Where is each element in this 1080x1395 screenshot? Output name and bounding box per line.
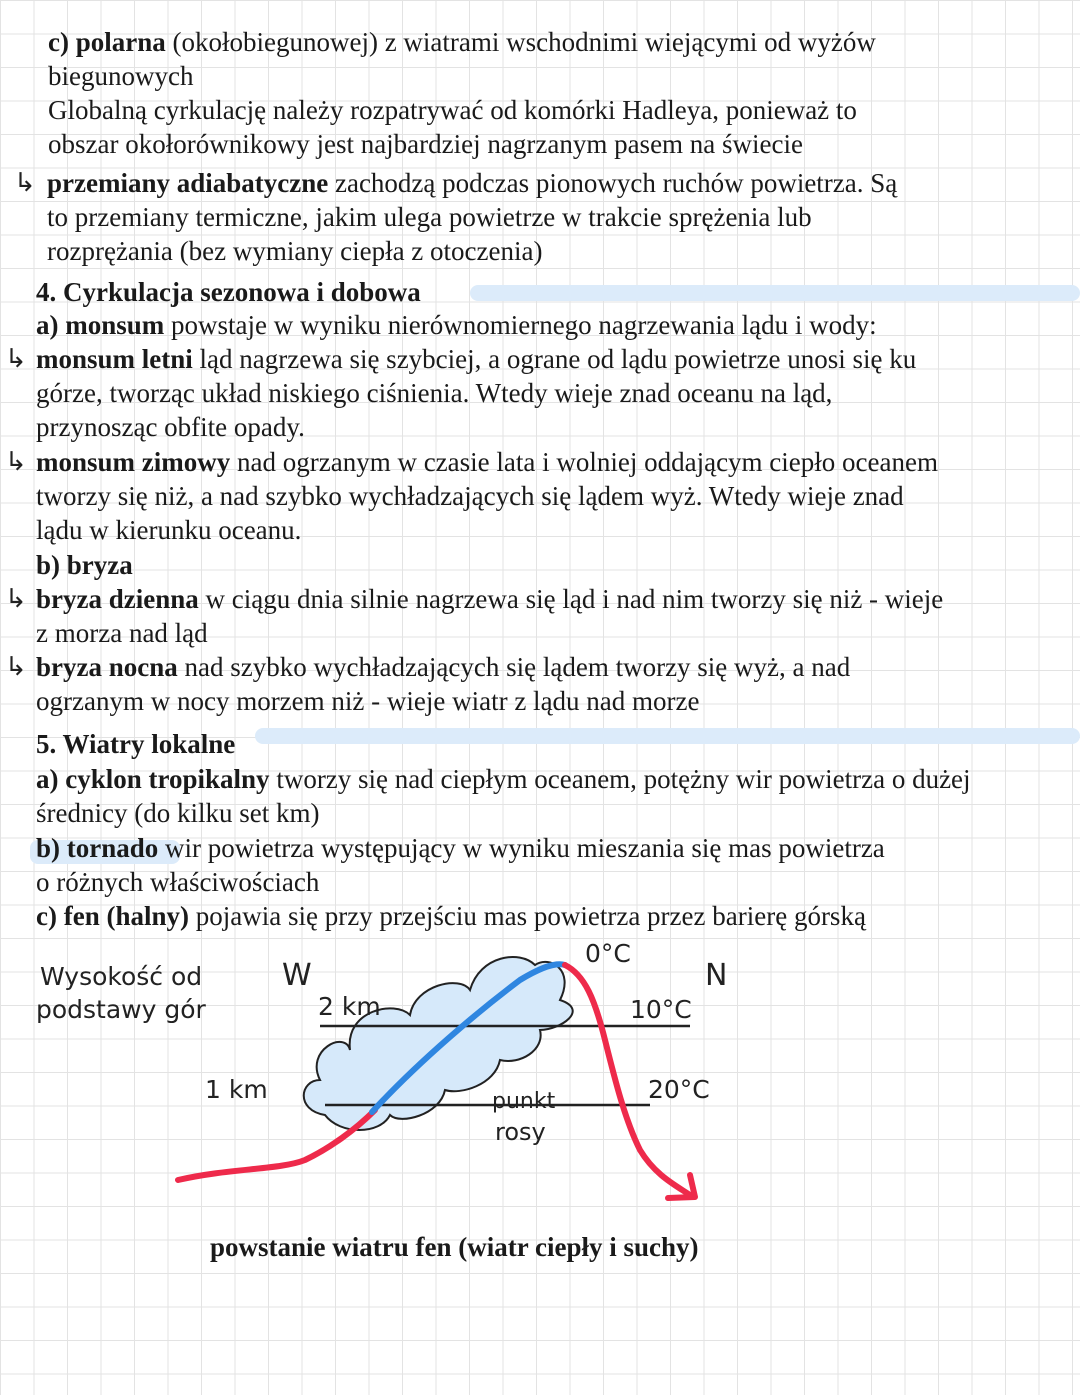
cyclone-term: a) cyklon tropikalny <box>36 764 270 794</box>
arrow-icon: ↳ <box>5 584 27 614</box>
arrow-icon: ↳ <box>14 168 36 198</box>
height-label-1: Wysokość od <box>40 962 203 991</box>
summer-monsoon-line-3: przynosząc obfite opady. <box>36 412 305 442</box>
adiabatic-line-1: przemiany adiabatyczne zachodzą podczas pionowych ruchów powietrza. Są <box>47 168 898 198</box>
night-breeze-line-2: ogrzanym w nocy morzem niż - wieje wiatr z lądu nad morze <box>36 686 700 716</box>
day-breeze-term: bryza dzienna <box>36 584 199 614</box>
highlight-section5 <box>255 728 1080 744</box>
arrow-icon: ↳ <box>5 652 27 682</box>
fen-diagram <box>0 930 1080 1230</box>
section5-heading: 5. Wiatry lokalne <box>36 729 236 759</box>
height-label-2: podstawy gór <box>36 995 206 1024</box>
fen-term: c) fen (halny) <box>36 901 189 931</box>
day-breeze-line-2: z morza nad ląd <box>36 618 208 648</box>
polar-term: c) polarna <box>48 27 166 57</box>
polar-line-2: biegunowych <box>48 61 194 91</box>
fen-line-1: c) fen (halny) pojawia się przy przejściu mas powietrza przez barierę górską <box>36 901 866 931</box>
tornado-line-1: b) tornado wir powietrza występujący w wyniku mieszania się mas powietrza <box>36 833 885 863</box>
polar-line-1: c) polarna (okołobiegunowej) z wiatrami wschodnimi wiejącymi od wyżów <box>48 27 876 57</box>
summer-monsoon-line-1: monsum letni ląd nagrzewa się szybciej, a ograne od lądu powietrze unosi się ku <box>36 344 917 374</box>
breeze-heading: b) bryza <box>36 550 133 580</box>
summer-monsoon-term: monsum letni <box>36 344 193 374</box>
winter-monsoon-line-1: monsum zimowy nad ogrzanym w czasie lata i wolniej oddającym ciepło oceanem <box>36 447 938 477</box>
cyclone-line-2: średnicy (do kilku set km) <box>36 798 320 828</box>
monsoon-line: a) monsum powstaje w wyniku nierównomiernego nagrzewania lądu i wody: <box>36 310 877 340</box>
temp-10-label: 10°C <box>630 995 692 1024</box>
day-breeze-line-1: bryza dzienna w ciągu dnia silnie nagrzewa się ląd i nad nim tworzy się niż - wieje <box>36 584 944 614</box>
summer-monsoon-line-2: górze, tworząc układ niskiego ciśnienia. Wtedy wieje znad oceanu na ląd, <box>36 378 833 408</box>
arrow-icon: ↳ <box>5 447 27 477</box>
temp-20-label: 20°C <box>648 1075 710 1104</box>
dew-label-1: punkt <box>492 1089 556 1114</box>
temp-0-label: 0°C <box>585 939 631 968</box>
winter-monsoon-line-2: tworzy się niż, a nad szybko wychładzających się lądem wyż. Wtedy wieje znad <box>36 481 904 511</box>
dew-label-2: rosy <box>495 1118 546 1146</box>
night-breeze-term: bryza nocna <box>36 652 178 682</box>
km1-label: 1 km <box>205 1075 268 1104</box>
west-label: W <box>282 958 312 993</box>
east-label: N <box>705 958 728 993</box>
section4-heading: 4. Cyrkulacja sezonowa i dobowa <box>36 277 421 307</box>
tornado-term: b) tornado <box>36 833 159 863</box>
monsoon-term: a) monsum <box>36 310 165 340</box>
night-breeze-line-1: bryza nocna nad szybko wychładzających się lądem tworzy się wyż, a nad <box>36 652 851 682</box>
highlight-section4 <box>470 285 1080 301</box>
adiabatic-line-2: to przemiany termiczne, jakim ulega powietrze w trakcie sprężenia lub <box>47 202 812 232</box>
adiabatic-line-3: rozprężania (bez wymiany ciepła z otoczenia) <box>47 236 543 266</box>
winter-monsoon-line-3: lądu w kierunku oceanu. <box>36 515 302 545</box>
tornado-line-2: o różnych właściwościach <box>36 867 320 897</box>
arrow-icon: ↳ <box>5 344 27 374</box>
global-line-1: Globalną cyrkulację należy rozpatrywać od komórki Hadleya, ponieważ to <box>48 95 857 125</box>
diagram-caption: powstanie wiatru fen (wiatr ciepły i suchy) <box>210 1232 699 1262</box>
global-line-2: obszar okołorównikowy jest najbardziej nagrzanym pasem na świecie <box>48 129 803 159</box>
adiabatic-term: przemiany adiabatyczne <box>47 168 329 198</box>
cyclone-line-1: a) cyklon tropikalny tworzy się nad ciepłym oceanem, potężny wir powietrza o dużej <box>36 764 971 794</box>
km2-label: 2 km <box>318 992 381 1021</box>
winter-monsoon-term: monsum zimowy <box>36 447 231 477</box>
